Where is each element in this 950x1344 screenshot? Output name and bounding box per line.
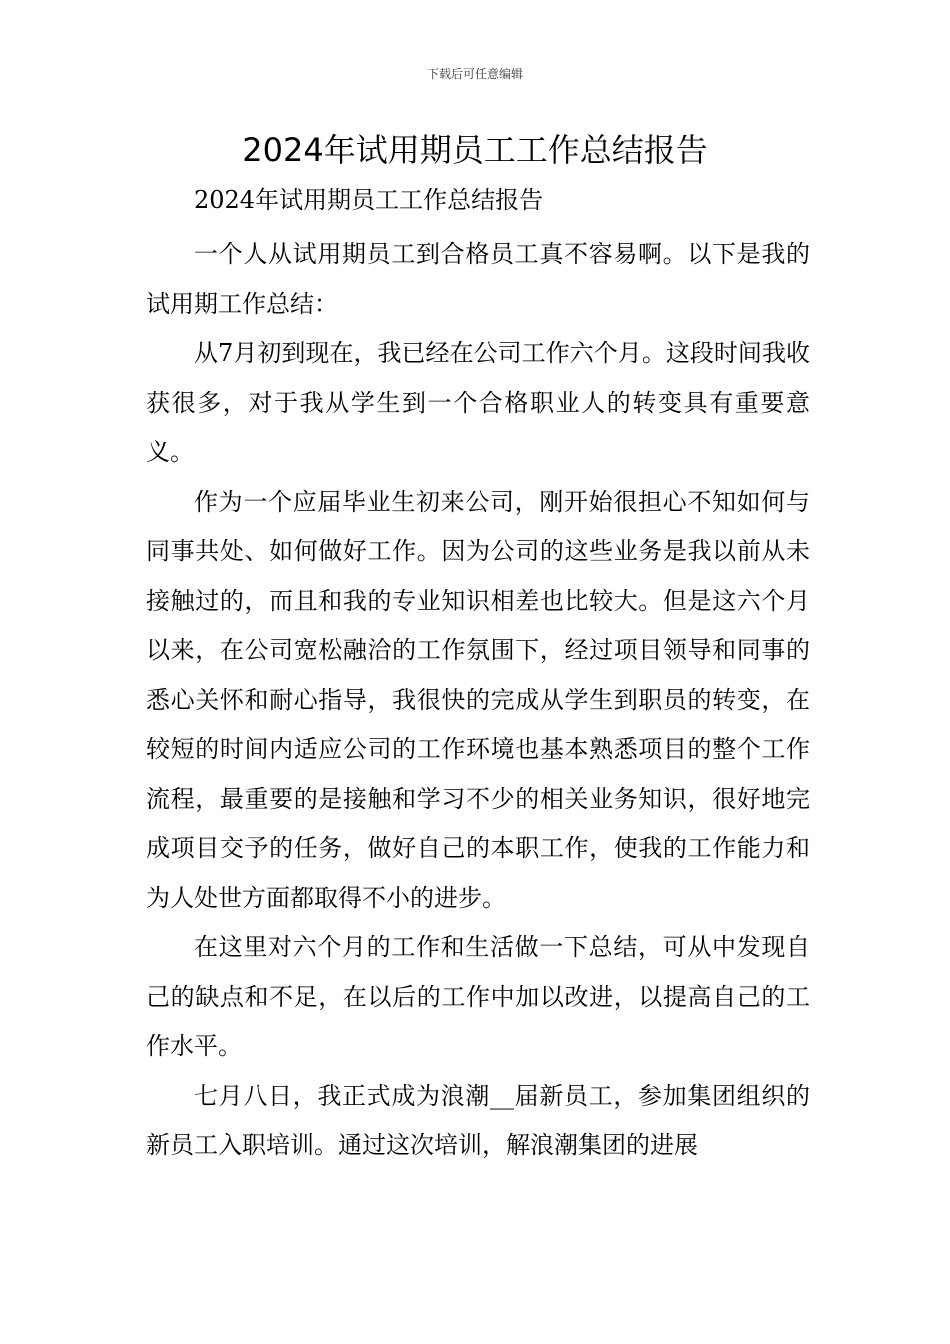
- paragraph: 七月八日，我正式成为浪潮__届新员工，参加集团组织的新员工入职培训。通过这次培训，解浪潮集团的进展: [146, 1081, 810, 1159]
- header-note: 下载后可任意编辑: [426, 67, 523, 81]
- document-title: 2024年试用期员工工作总结报告: [242, 131, 708, 169]
- document-body: [146, 180, 810, 1171]
- paragraph: 在这里对六个月的工作和生活做一下总结，可从中发现自己的缺点和不足，在以后的工作中加以改进，以提高自己的工作水平。: [146, 933, 810, 1060]
- paragraph: 一个人从试用期员工到合格员工真不容易啊。以下是我的试用期工作总结：: [146, 240, 810, 318]
- paragraph: 从7月初到现在，我已经在公司工作六个月。这段时间我收获很多，对于我从学生到一个合格职业人的转变具有重要意义。: [146, 339, 810, 466]
- paragraph-subtitle: 2024年试用期员工工作总结报告: [194, 186, 544, 214]
- paragraph: 作为一个应届毕业生初来公司，刚开始很担心不知如何与同事共处、如何做好工作。因为公司的这些业务是我以前从未接触过的，而且和我的专业知识相差也比较大。但是这六个月以来，在公司宽松融洽的工作氛围下，经过项目领导和同事的悉心关怀和耐心指导，我很快的完成从学生到职员的转变，在较短的时间内适应公司的工作环境也基本熟悉项目的整个工作流程，最重要的是接触和学习不少的相关业务知识，很好地完成项目交予的任务，做好自己的本职工作，使我的工作能力和为人处世方面都取得不小的进步。: [146, 487, 810, 912]
